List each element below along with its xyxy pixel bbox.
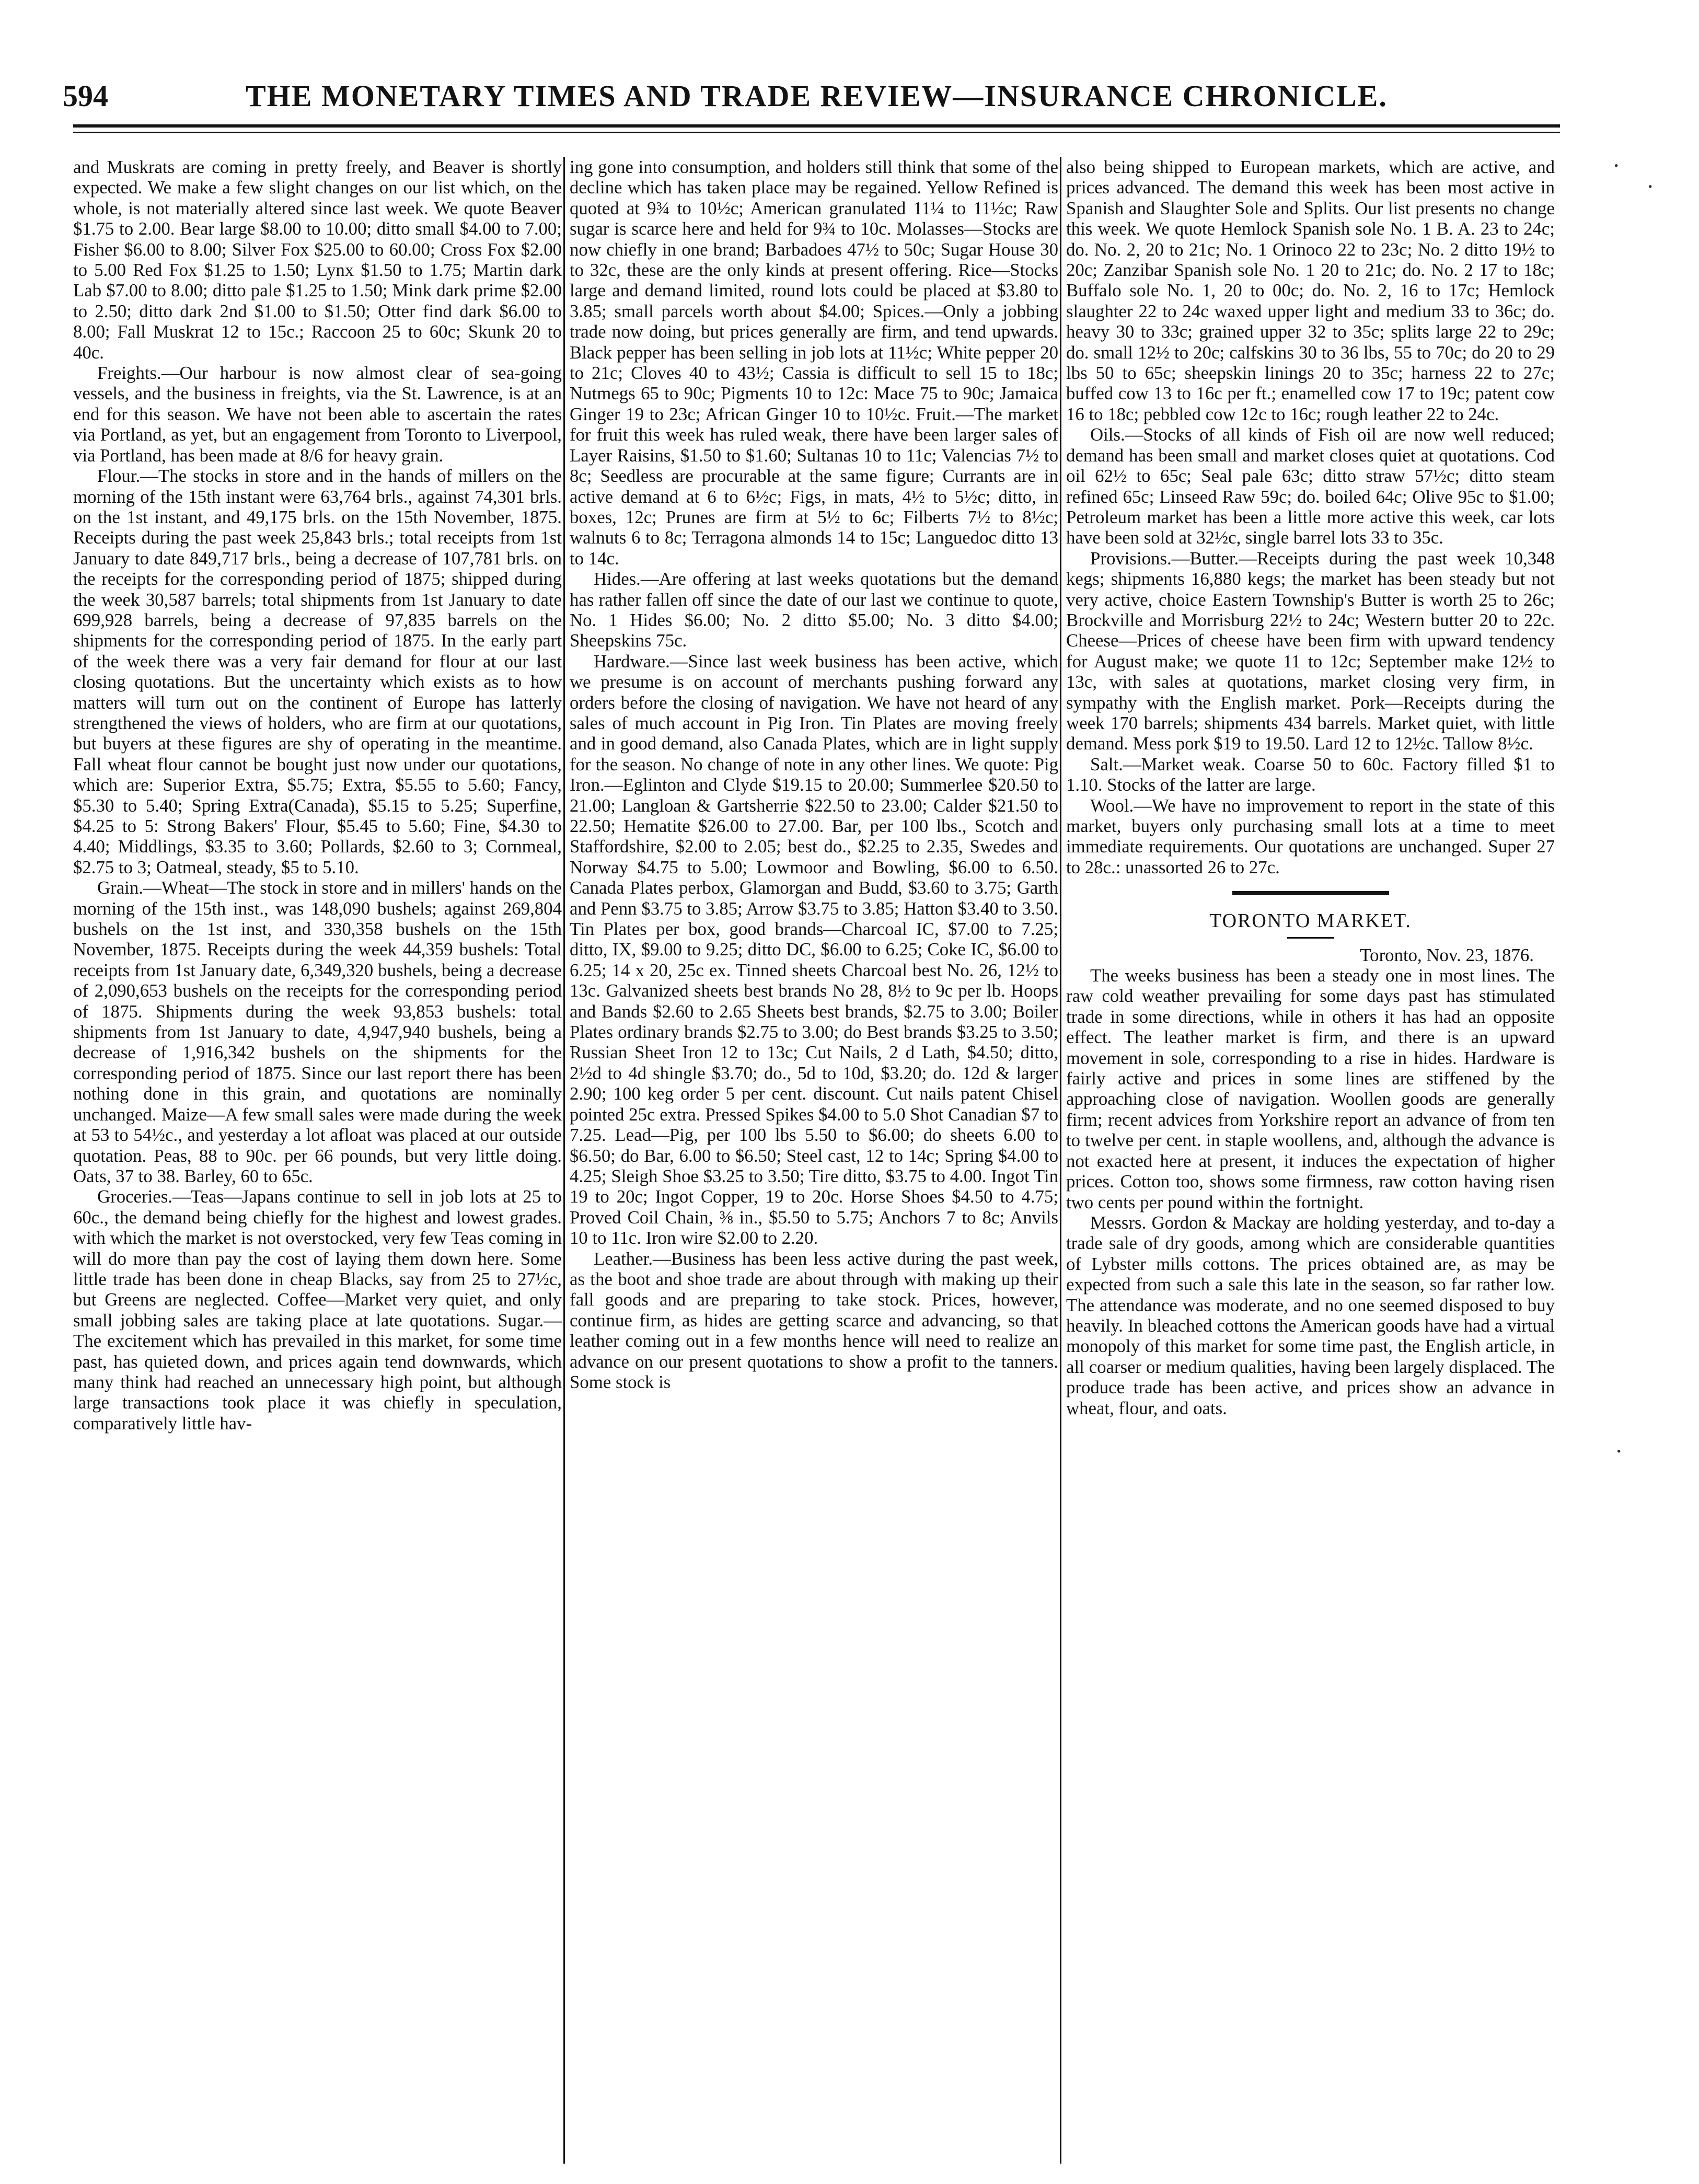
paragraph-hides: Hides.—Are offering at last weeks quotations but the demand has rather fallen off since the date of our last we continue to quote, No. 1 Hides $6.00; No. 2 ditto $5.00; No. 3 ditto $4.00; Sheepskins 75c.: [570, 569, 1058, 651]
section-divider: [1232, 891, 1389, 895]
paragraph-toronto-1: The weeks business has been a steady one in most lines. The raw cold weather prevailing for some days past has stimulated trade in some directions, while in others it has had an opposite effect. The leather market is firm, and there is an upward movement in sole, corresponding to a rise in hides. Hardware is fairly active and prices in some lines are stiffened by the approaching close of navigation. Woollen goods are generally firm; recent advices from Yorkshire report an advance of from ten to twelve per cent. in staple woollens, and, although the advance is not exacted here at present, it induces the expectation of higher prices. Cotton too, shows some firmness, raw cotton having risen two cents per pound within the fortnight.: [1066, 965, 1555, 1212]
page-number: 594: [63, 79, 108, 113]
column-2: [570, 157, 1058, 2164]
heading-rule: [1287, 937, 1334, 939]
paragraph-leather: Leather.—Business has been less active during the past week, as the boot and shoe trade are about through with making up their fall goods and are preparing to take stock. Prices, however, continue firm, as hides are getting scarce and advancing, so that leather coming out in a few months hence will need to realize an advance on our present quotations to show a profit to the tanners. Some stock is: [570, 1248, 1058, 1392]
paragraph-oils: Oils.—Stocks of all kinds of Fish oil are now well reduced; demand has been small and market closes quiet at quotations. Cod oil 62½ to 65c; Seal pale 63c; ditto straw 57½c; ditto steam refined 65c; Linseed Raw 59c; do. boiled 64c; Olive 95c to $1.00; Petroleum market has been a little more active this week, car lots have been sold at 32½c, single barrel lots 33 to 35c.: [1066, 424, 1555, 548]
dateline: Toronto, Nov. 23, 1876.: [1360, 944, 1534, 965]
toronto-market-section: [1066, 891, 1555, 1418]
paragraph-hardware: Hardware.—Since last week business has been active, which we presume is on account of merchants pushing forward any orders before the closing of navigation. We have not heard of any sales of much account in Pig Iron. Tin Plates are moving freely and in good demand, also Canada Plates, which are in light supply for the season. No change of note in any other lines. We quote: Pig Iron.—Eglinton and Clyde $19.15 to 20.00; Summerlee $20.50 to 21.00; Langloan & Gartsherrie $22.50 to 23.00; Calder $21.50 to 22.50; Hematite $26.00 to 27.00. Bar, per 100 lbs., Scotch and Staffordshire, $2.00 to 2.05; best do., $2.25 to 2.35, Swedes and Norway $4.75 to 5.00; Lowmoor and Bowling, $6.00 to 6.50. Canada Plates perbox, Glamorgan and Budd, $3.60 to 3.75; Garth and Penn $3.75 to 3.85; Arrow $3.75 to 3.85; Hatton $3.40 to 3.50. Tin Plates per box, good brands—Charcoal IC, $7.00 to 7.25; ditto, IX, $9.00 to 9.25; ditto DC, $6.00 to 6.25; Coke IC, $6.00 to 6.25; 14 x 20, 25c ex. Tinned sheets Charcoal best No. 26, 12½ to 13c. Galvanized sheets best brands No 28, 8½ to 9c per lb. Hoops and Bands $2.60 to 2.65 Sheets best brands, $2.75 to 3.00; Boiler Plates ordinary brands $2.75 to 3.00; do Best brands $3.25 to 3.50; Russian Sheet Iron 12 to 13c; Cut Nails, 2 d Lath, $4.50; ditto, 2½d to 4d shingle $3.70; do., 5d to 10d, $3.20; do. 12d & larger 2.90; 100 keg order 5 per cent. discount. Cut nails patent Chisel pointed 25c extra. Pressed Spikes $4.00 to 5.0 Shot Canadian $7 to 7.25. Lead—Pig, per 100 lbs 5.50 to $6.00; do sheets 6.00 to $6.50; do Bar, 6.00 to $6.50; Steel cast, 12 to 14c; Spring $4.00 to 4.25; Sleigh Shoe $3.25 to 3.50; Tire ditto, $3.75 to 4.00. Ingot Tin 19 to 20c; Ingot Copper, 19 to 20c. Horse Shoes $4.50 to 4.75; Proved Coil Chain, ⅜ in., $5.50 to 5.75; Anchors 7 to 8c; Anvils 10 to 11c. Iron wire $2.00 to 2.20.: [570, 651, 1058, 1249]
paragraph-wool: Wool.—We have no improvement to report in the state of this market, buyers only purchasing small lots at a time to meet immediate requirements. Our quotations are unchanged. Super 27 to 28c.: unassorted 26 to 27c.: [1066, 795, 1555, 877]
paragraph-leather-continued: also being shipped to European markets, which are active, and prices advanced. The demand this week has been most active in Spanish and Slaughter Sole and Splits. Our list presents no change this week. We quote Hemlock Spanish sole No. 1 B. A. 23 to 24c; do. No. 2, 20 to 21c; No. 1 Orinoco 22 to 23c; No. 2 ditto 19½ to 20c; Zanzibar Spanish sole No. 1 20 to 21c; do. No. 2 17 to 18c; Buffalo sole No. 1, 20 to 00c; do. No. 2, 16 to 17c; Hemlock slaughter 22 to 24c waxed upper light and medium 33 to 36c; do. heavy 30 to 33c; grained upper 32 to 35c; splits large 22 to 29c; do. small 12½ to 20c; calfskins 30 to 36 lbs, 55 to 70c; do 20 to 29 lbs 50 to 65c; sheepskin linings 20 to 35c; harness 22 to 27c; buffed cow 13 to 16c per ft.; enamelled cow 17 to 19c; patent cow 16 to 18c; pebbled cow 12c to 16c; rough leather 22 to 24c.: [1066, 157, 1555, 424]
paragraph-toronto-2: Messrs. Gordon & Mackay are holding yesterday, and to-day a trade sale of dry goods, among which are considerable quantities of Lybster mills cottons. The prices obtained are, as may be expected from such a sale this late in the season, so far rather low. The attendance was moderate, and no one seemed disposed to buy heavily. In bleached cottons the American goods have had a virtual monopoly of this market for some time past, the English article, in all coarser or medium qualities, having been largely displaced. The produce trade has been active, and prices show an advance in wheat, flour, and oats.: [1066, 1212, 1555, 1418]
paragraph-freights: Freights.—Our harbour is now almost clear of sea-going vessels, and the business in freights, via the St. Lawrence, is at an end for this season. We have not been able to ascertain the rates via Portland, as yet, but an engagement from Toronto to Liverpool, via Portland, has been made at 8/6 for heavy grain.: [73, 363, 562, 466]
scan-speck: ·: [1615, 1438, 1623, 1464]
paragraph-flour: Flour.—The stocks in store and in the hands of millers on the morning of the 15th instant were 63,764 brls., against 74,301 brls. on the 1st instant, and 49,175 brls. on the 15th November, 1875. Receipts during the past week 25,843 brls.; total receipts from 1st January to date 849,717 brls., being a decrease of 107,781 brls. on the receipts for the corresponding period of 1875; shipped during the week 30,587 barrels; total shipments from 1st January to date 699,928 barrels, being a decrease of 97,835 barrels on the shipments for the corresponding period of 1875. In the early part of the week there was a very fair demand for flour at our last closing quotations. But the uncertainty which exists as to how matters will turn out on the continent of Europe has latterly strengthened the views of holders, who are firm at our quotations, but buyers at these figures are shy of operating in the meantime. Fall wheat flour cannot be bought just now under our quotations, which are: Superior Extra, $5.75; Extra, $5.55 to 5.60; Fancy, $5.30 to 5.40; Spring Extra(Canada), $5.15 to 5.25; Superfine, $4.25 to 5: Strong Bakers' Flour, $5.45 to 5.60; Fine, $4.30 to 4.40; Middlings, $3.35 to 3.60; Pollards, $2.60 to 3; Cornmeal, $2.75 to 3; Oatmeal, steady, $5 to 5.10.: [73, 466, 562, 877]
column-divider: [563, 157, 565, 2164]
paragraph-salt: Salt.—Market weak. Coarse 50 to 60c. Factory filled $1 to 1.10. Stocks of the latter are large.: [1066, 754, 1555, 795]
scan-speck: ·: [1646, 173, 1655, 200]
paragraph-provisions: Provisions.—Butter.—Receipts during the past week 10,348 kegs; shipments 16,880 kegs; the market has been steady but not very active, choice Eastern Township's Butter is worth 25 to 26c; Brockville and Morrisburg 22½ to 24c; Western butter 20 to 22c. Cheese—Prices of cheese have been firm with upward tendency for August make; we quote 11 to 12c; September make 12½ to 13c, with sales at quotations, market closing very firm, in sympathy with the English market. Pork—Receipts during the week 170 barrels; shipments 434 barrels. Market quiet, with little demand. Mess pork $19 to 19.50. Lard 12 to 12½c. Tallow 8½c.: [1066, 548, 1555, 754]
column-3: [1066, 157, 1555, 2164]
paragraph-furs: and Muskrats are coming in pretty freely, and Beaver is shortly expected. We make a few slight changes on our list which, on the whole, is not materially altered since last week. We quote Beaver $1.75 to 2.00. Bear large $8.00 to 10.00; ditto small $4.00 to 7.00; Fisher $6.00 to 8.00; Silver Fox $25.00 to 60.00; Cross Fox $2.00 to 5.00 Red Fox $1.25 to 1.50; Lynx $1.50 to 1.75; Martin dark Lab $7.00 to 8.00; ditto pale $1.25 to 1.50; Mink dark prime $2.00 to 2.50; ditto dark 2nd $1.00 to $1.50; Otter find dark $6.00 to 8.00; Fall Muskrat 12 to 15c.; Raccoon 25 to 60c; Skunk 20 to 40c.: [73, 157, 562, 363]
header-rule-thin: [73, 132, 1560, 133]
paragraph-groceries-continued: ing gone into consumption, and holders still think that some of the decline which has taken place may be regained. Yellow Refined is quoted at 9¾ to 10½c; American granulated 11¼ to 11½c; Raw sugar is scarce here and held for 9¾ to 10c. Molasses—Stocks are now chiefly in one brand; Barbadoes 47½ to 50c; Sugar House 30 to 32c, these are the only kinds at present offering. Rice—Stocks large and demand limited, round lots could be placed at $3.80 to 3.85; small parcels worth about $4.00; Spices.—Only a jobbing trade now doing, but prices generally are firm, and tend upwards. Black pepper has been selling in job lots at 11½c; White pepper 20 to 21c; Cloves 40 to 43½; Cassia is difficult to sell 15 to 18c; Nutmegs 65 to 90c; Pigments 10 to 12c: Mace 75 to 90c; Jamaica Ginger 19 to 23c; African Ginger 10 to 10½c. Fruit.—The market for fruit this week has ruled weak, there have been larger sales of Layer Raisins, $1.50 to $1.60; Sultanas 10 to 11c; Valencias 7½ to 8c; Seedless are procurable at the same figure; Currants are in active demand at 6 to 6½c; Figs, in mats, 4½ to 5½c; ditto, in boxes, 12c; Prunes are firm at 5½ to 6c; Filberts 7½ to 8½c; walnuts 6 to 8c; Terragona almonds 14 to 15c; Languedoc ditto 13 to 14c.: [570, 157, 1058, 569]
running-header: THE MONETARY TIMES AND TRADE REVIEW—INSURANCE CHRONICLE.: [246, 79, 1388, 113]
column-1: [73, 157, 562, 2164]
paragraph-groceries: Groceries.—Teas—Japans continue to sell in job lots at 25 to 60c., the demand being chiefly for the highest and lowest grades. with which the market is not overstocked, very few Teas coming in will do more than pay the cost of laying them down here. Some little trade has been done in cheap Blacks, say from 25 to 27½c, but Greens are neglected. Coffee—Market very quiet, and only small jobbing sales are taking place at late quotations. Sugar.—The excitement which has prevailed in this market, for some time past, has quieted down, and prices again tend downwards, which many think had reached an unnecessary high point, but although large transactions took place it was chiefly in speculation, comparatively little hav-: [73, 1186, 562, 1434]
scan-speck: ·: [1612, 152, 1621, 179]
section-heading: TORONTO MARKET.: [1209, 910, 1412, 932]
column-divider: [1060, 157, 1061, 2164]
header-rule: [73, 124, 1560, 128]
paragraph-grain: Grain.—Wheat—The stock in store and in millers' hands on the morning of the 15th inst., was 148,090 bushels; against 269,804 bushels on the 1st inst, and 330,358 bushels on the 15th November, 1875. Receipts during the week 44,359 bushels: Total receipts from 1st January date, 6,349,320 bushels, being a decrease of 2,090,653 bushels on the receipts for the corresponding period of 1875. Shipments during the week 93,853 bushels: total shipments from 1st January to date, 4,947,940 bushels, being a decrease of 1,916,342 bushels on the shipments for the corresponding period of 1875. Since our last report there has been nothing done in this grain, and quotations are nominally unchanged. Maize—A few small sales were made during the week at 53 to 54½c., and yesterday a lot afloat was placed at our outside quotation. Peas, 88 to 90c. per 66 pounds, but very little doing. Oats, 37 to 38. Barley, 60 to 65c.: [73, 877, 562, 1186]
